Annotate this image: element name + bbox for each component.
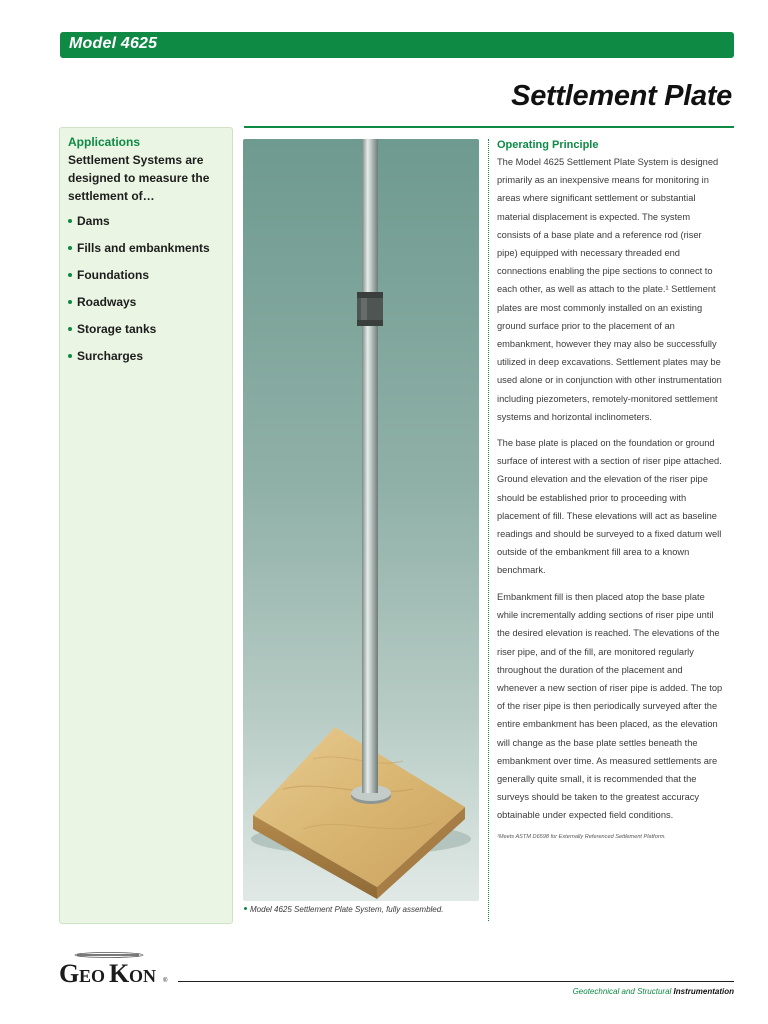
bullet-icon [68, 219, 72, 223]
model-label: Model 4625 [69, 35, 158, 52]
model-banner [60, 32, 734, 58]
product-photo [243, 139, 479, 901]
svg-text:ON: ON [129, 966, 156, 986]
page-title: Settlement Plate [511, 80, 732, 112]
settlement-plate-illustration [243, 139, 479, 901]
list-item: Storage tanks [68, 322, 210, 349]
list-item: Fills and embankments [68, 241, 210, 268]
bullet-icon [68, 327, 72, 331]
bullet-icon [68, 246, 72, 250]
list-item: Surcharges [68, 349, 210, 376]
geokon-logo [59, 950, 179, 990]
svg-text:G: G [59, 959, 80, 988]
bullet-icon [68, 300, 72, 304]
title-divider [244, 126, 734, 128]
list-item: Roadways [68, 295, 210, 322]
footer-rule [178, 981, 734, 982]
bullet-icon [68, 354, 72, 358]
geokon-logo-mark [59, 950, 179, 990]
operating-paragraph-2: The base plate is placed on the foundation or ground surface of interest with a section of riser pipe attached. Ground elevation and the elevation of the riser pipe should be established prior to proceeding with placement of fill. These elevations will act as baseline readings and should be surveyed to a fixed datum well outside of the embankment fill area to a known benchmark. [497, 438, 722, 576]
svg-text:®: ® [163, 978, 168, 984]
svg-text:K: K [109, 959, 130, 988]
footnote: ¹Meets ASTM D6598 for Externally Referenced Settlement Platform. [497, 834, 666, 840]
operating-paragraph-1: The Model 4625 Settlement Plate System is designed primarily as an inexpensive means for monitoring in areas where significant settlement or substantial material displacement is expected. The system consists of a base plate and a reference rod (riser pipe) equipped with necessary threaded end connections enabling the pipe sections to connect to each other, as well as attach to the plate.¹ Settlement plates are most commonly installed on an existing ground surface prior to the placement of an embankment, however they may also be successfully utilized in deep excavations. Settlement plates may be used alone or in conjunction with other instrumentation including piezometers, remotely-monitored settlement systems and horizontal inclinometers. [497, 157, 722, 422]
operating-paragraph-3: Embankment fill is then placed atop the base plate while incrementally adding sections of riser pipe until the desired elevation is reached. The elevations of the riser pipe, and of the fill, are monitored regularly throughout the duration of the placement and whenever a new section of riser pipe is added. The top of the riser pipe is then periodically surveyed after the entire embankment has been placed, as the elevation will change as the base plate settles beneath the embankment over time. As measured settlements are generally quite small, it is recommended that the surveys should be taken to the greatest accuracy obtainable under expected field conditions. [497, 592, 723, 821]
bullet-icon [244, 907, 247, 910]
list-item: Foundations [68, 268, 210, 295]
figure-caption: Model 4625 Settlement Plate System, fully assembled. [244, 905, 443, 914]
applications-intro: Settlement Systems are designed to measure the settlement of… [68, 153, 210, 203]
bullet-icon [68, 273, 72, 277]
footer-tagline: Geotechnical and Structural Instrumentation [572, 987, 734, 996]
applications-list [68, 214, 210, 376]
svg-text:EO: EO [79, 966, 106, 986]
column-divider [488, 139, 489, 921]
operating-principle-heading: Operating Principle [497, 139, 599, 151]
applications-sidebar [59, 127, 233, 924]
applications-heading: Applications [68, 135, 141, 149]
list-item: Dams [68, 214, 210, 241]
